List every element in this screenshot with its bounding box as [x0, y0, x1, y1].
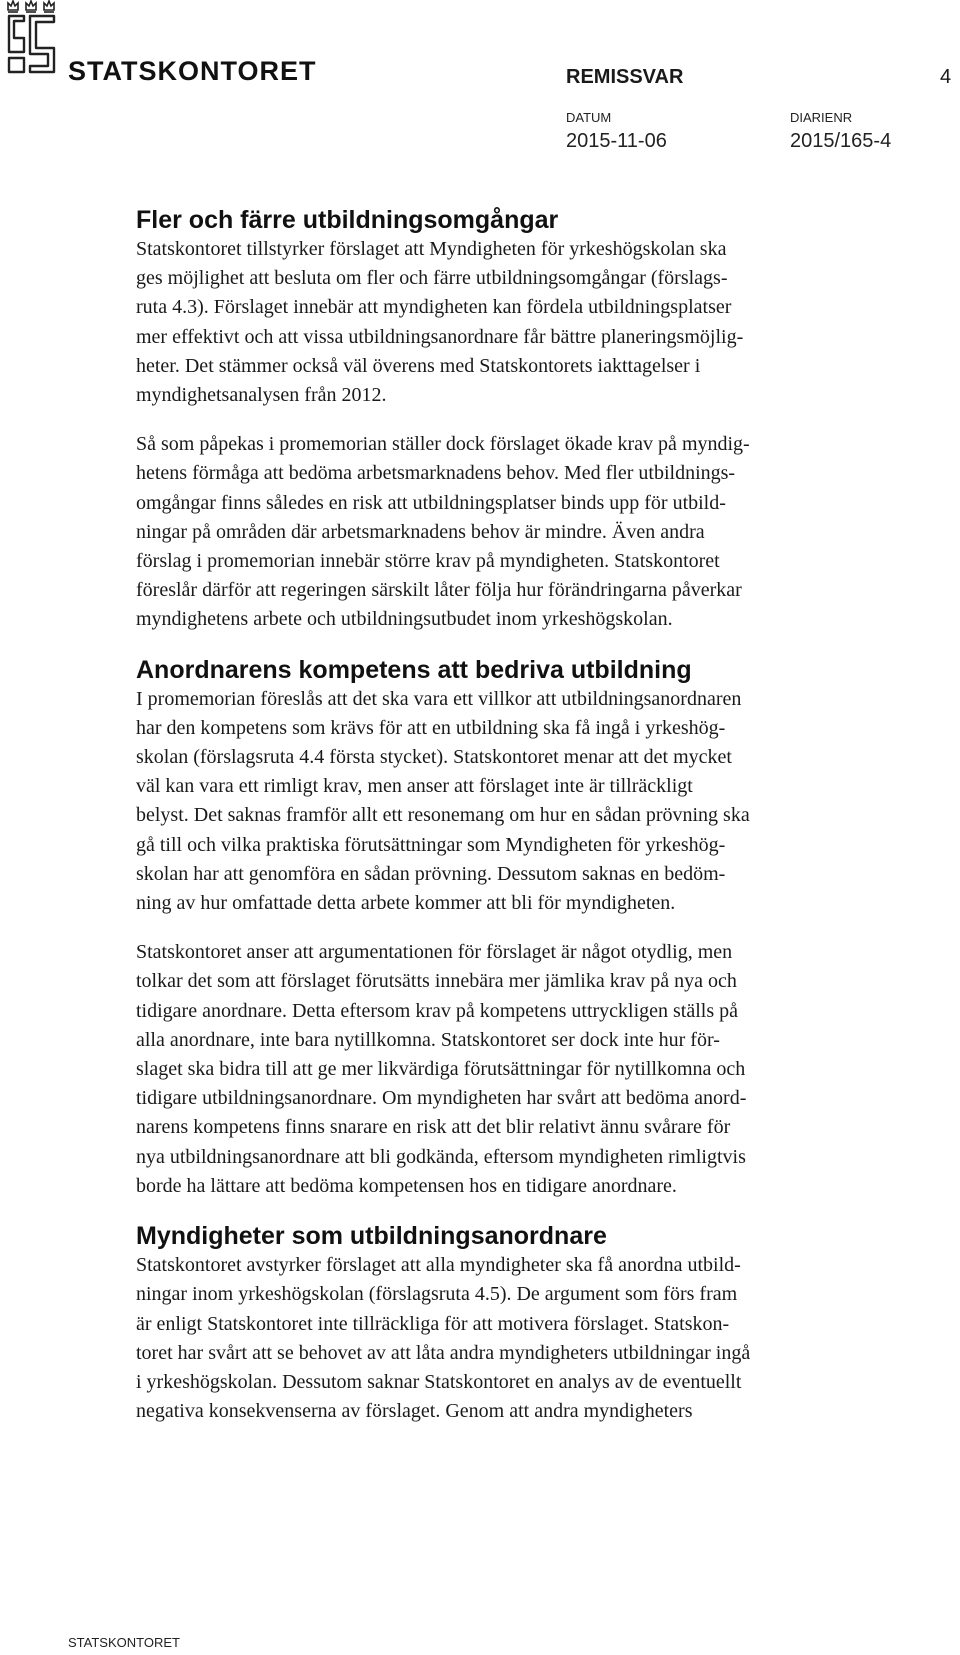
date-label: DATUM	[566, 110, 612, 125]
document-body	[136, 205, 896, 1446]
section-heading: Myndigheter som utbildningsanordnare	[136, 1222, 607, 1251]
s-emblem-icon	[9, 16, 54, 72]
date-value: 2015-11-06	[566, 130, 667, 152]
three-crowns-icon	[8, 1, 54, 12]
footer-organization: STATSKONTORET	[68, 1635, 180, 1650]
statskontoret-logo	[6, 0, 58, 90]
paragraph: Statskontoret tillstyrker förslaget att Myndigheten för yrkeshögskolan ska ges möjlighet att besluta om fler och färre utbildningsomgångar (förslags- ruta 4.3). Förslaget innebär att myndigheten kan fördela utbildningsplatser mer effektivt och att vissa utbildningsanordnare får bättre planeringsmöjlig- heter. Det stämmer också väl överens med Statskontorets iakttagelser i myndighetsanalysen från 2012.	[136, 238, 744, 407]
section-utbildningsomgangar	[136, 205, 896, 635]
document-type: REMISSVAR	[566, 66, 684, 88]
page-number: 4	[940, 66, 952, 88]
reference-label: DIARIENR	[790, 110, 853, 125]
paragraph: Statskontoret avstyrker förslaget att alla myndigheter ska få anordna utbild- ningar inom yrkeshögskolan (förslagsruta 4.5). De argument som förs fram är enligt Statskontoret inte tillräckliga för att motivera förslaget. Statskon- toret har svårt att se behovet av att låta andra myndigheters utbildningar ingå i yrkeshögskolan. Dessutom saknar Statskontoret en analys av de eventuellt negativa konsekvenserna av förslaget. Genom att andra myndigheters	[136, 1254, 751, 1423]
paragraph: Så som påpekas i promemorian ställer dock förslaget ökade krav på myndig- hetens förmåga att bedöma arbetsmarknadens behov. Med fler utbildnings- omgångar finns således en risk att utbildningsplatser binds upp för utbild- ningar på områden där arbetsmarknadens behov är mindre. Även andra förslag i promemorian innebär större krav på myndigheten. Statskontoret föreslår därför att regeringen särskilt låter följa hur förändringarna påverkar myndighetens arbete och utbildningsutbudet inom yrkeshögskolan.	[136, 433, 750, 631]
organization-wordmark: STATSKONTORET	[68, 56, 317, 86]
section-heading: Anordnarens kompetens att bedriva utbildning	[136, 655, 692, 684]
section-myndigheter-som-anordnare	[136, 1221, 896, 1426]
reference-value: 2015/165-4	[790, 130, 892, 152]
paragraph: I promemorian föreslås att det ska vara ett villkor att utbildningsanordnaren har den kompetens som krävs för att en utbildning ska få ingå i yrkeshög- skolan (förslagsruta 4.4 första stycket). Statskontoret menar att det mycket väl kan vara ett rimligt krav, men anser att förslaget inte är tillräckligt belyst. Det saknas framför allt ett resonemang om hur en sådan prövning ska gå till och vilka praktiska förutsättningar som Myndigheten för yrkeshög- skolan har att genomföra en sådan prövning. Dessutom saknas en bedöm- ning av hur omfattade detta arbete kommer att bli för myndigheten.	[136, 687, 750, 915]
section-heading: Fler och färre utbildningsomgångar	[136, 206, 559, 234]
section-anordnarens-kompetens	[136, 655, 896, 1201]
paragraph: Statskontoret anser att argumentationen för förslaget är något otydlig, men tolkar det som att förslaget förutsätts innebära mer jämlika krav på nya och tidigare anordnare. Detta eftersom krav på kompetens uttryckligen ställs på alla anordnare, inte bara nytillkomna. Statskontoret ser dock inte hur för- slaget ska bidra till att ge mer likvärdiga förutsättningar för nytillkomna och tidigare utbildningsanordnare. Om myndigheten har svårt att bedöma anord- narens kompetens finns snarare en risk att det blir relativt ännu svårare för nya utbildningsanordnare att bli godkända, eftersom myndigheten rimligtvis borde ha lättare att bedöma kompetensen hos en tidigare anordnare.	[136, 941, 747, 1197]
